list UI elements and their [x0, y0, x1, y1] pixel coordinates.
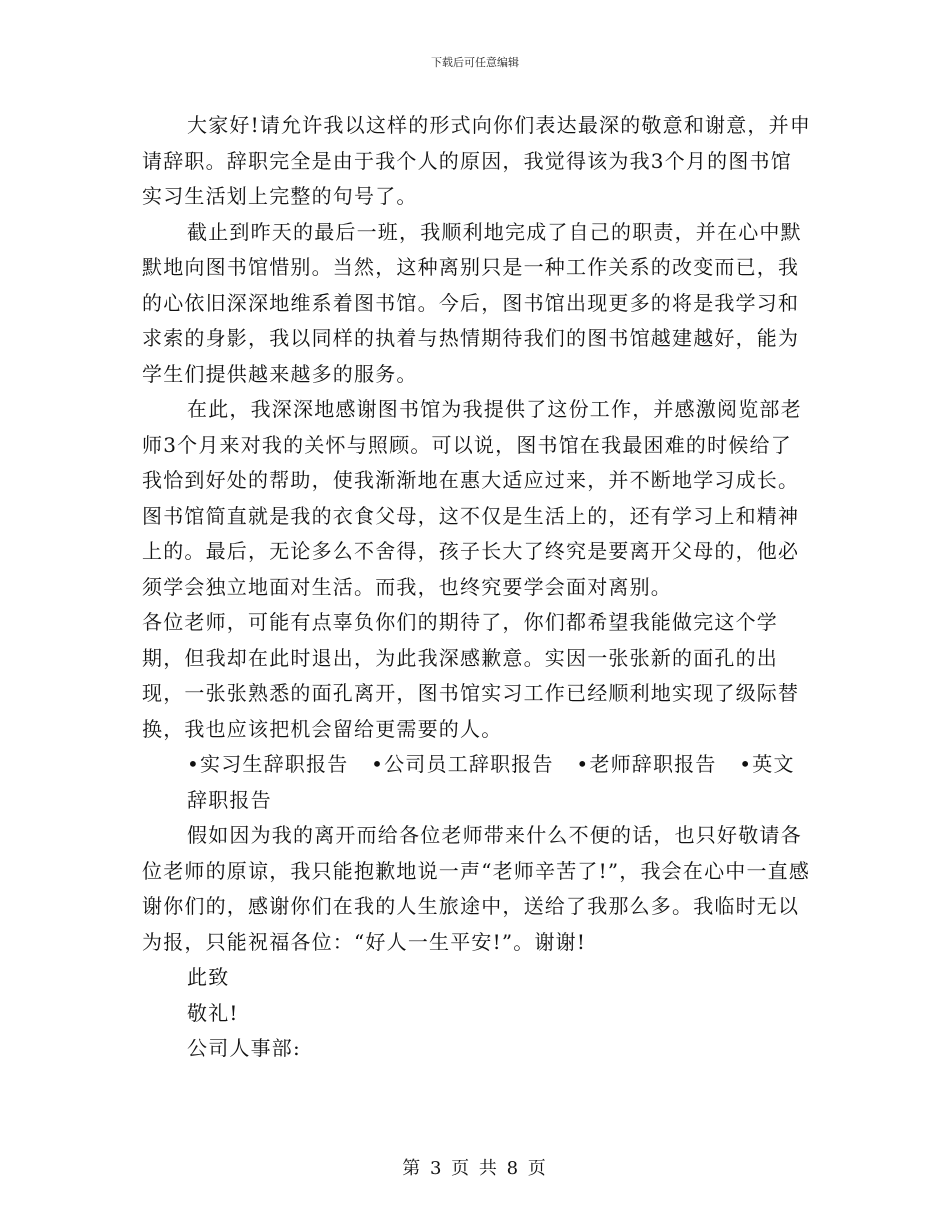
paragraph-farewell: 截止到昨天的最后一班，我顺利地完成了自己的职责，并在心中默默地向图书馆惜别。当然，这种离别只是一种工作关系的改变而已，我的心依旧深深地维系着图书馆。今后，图书馆出现更多的将是我学习和求索的身影，我以同样的执着与热情期待我们的图书馆越建越好，能为学生们提供越来越多的服务。 — [142, 219, 802, 386]
paragraph-thanks: 在此，我深深地感谢图书馆为我提供了这份工作，并感激阅览部老师3个月来对我的关怀与照顾。可以说，图书馆在我最困难的时候给了我恰到好处的帮助，使我渐渐地在惠大适应过来，并不断地学习成长。图书馆简直就是我的衣食父母，这不仅是生活上的，还有学习上和精神上的。最后，无论多么不舍得，孩子长大了终究是要离开父母的，他必须学会独立地面对生活。而我，也终究要学会面对离别。 — [142, 397, 802, 599]
link-employee-resignation[interactable]: •公司员工辞职报告 — [371, 752, 554, 776]
salutation-line-2: 敬礼! — [187, 1000, 239, 1025]
paragraph-greeting: 大家好!请允许我以这样的形式向你们表达最深的敬意和谢意，并申请辞职。辞职完全是由于我个人的原因，我觉得该为我3个月的图书馆实习生活划上完整的句号了。 — [142, 113, 812, 208]
page-header-note: 下载后可任意编辑 — [431, 56, 519, 69]
link-teacher-resignation[interactable]: •老师辞职报告 — [576, 752, 717, 776]
related-links — [142, 747, 812, 818]
link-english-resignation[interactable]: •英文辞职报告 — [187, 752, 795, 812]
signature-line: 公司人事部: — [187, 1036, 301, 1060]
paragraph-apology: 各位老师，可能有点辜负你们的期待了，你们都希望我能做完这个学期，但我却在此时退出，为此我深感歉意。实因一张张新的面孔的出现，一张张熟悉的面孔离开，图书馆实习工作已经顺利地实现了级际替换，我也应该把机会留给更需要的人。 — [142, 610, 800, 741]
salutation-line-1: 此致 — [187, 965, 230, 989]
link-intern-resignation[interactable]: •实习生辞职报告 — [187, 752, 349, 776]
document-body — [142, 108, 812, 1067]
page-number: 第 3 页 共 8 页 — [402, 1158, 548, 1179]
paragraph-closing: 假如因为我的离开而给各位老师带来什么不便的话，也只好敬请各位老师的原谅，我只能抱歉地说一声“老师辛苦了!”，我会在心中一直感谢你们的，感谢你们在我的人生旅途中，送给了我那么多。我临时无以为报，只能祝福各位：“好人一生平安!”。谢谢! — [142, 823, 811, 954]
